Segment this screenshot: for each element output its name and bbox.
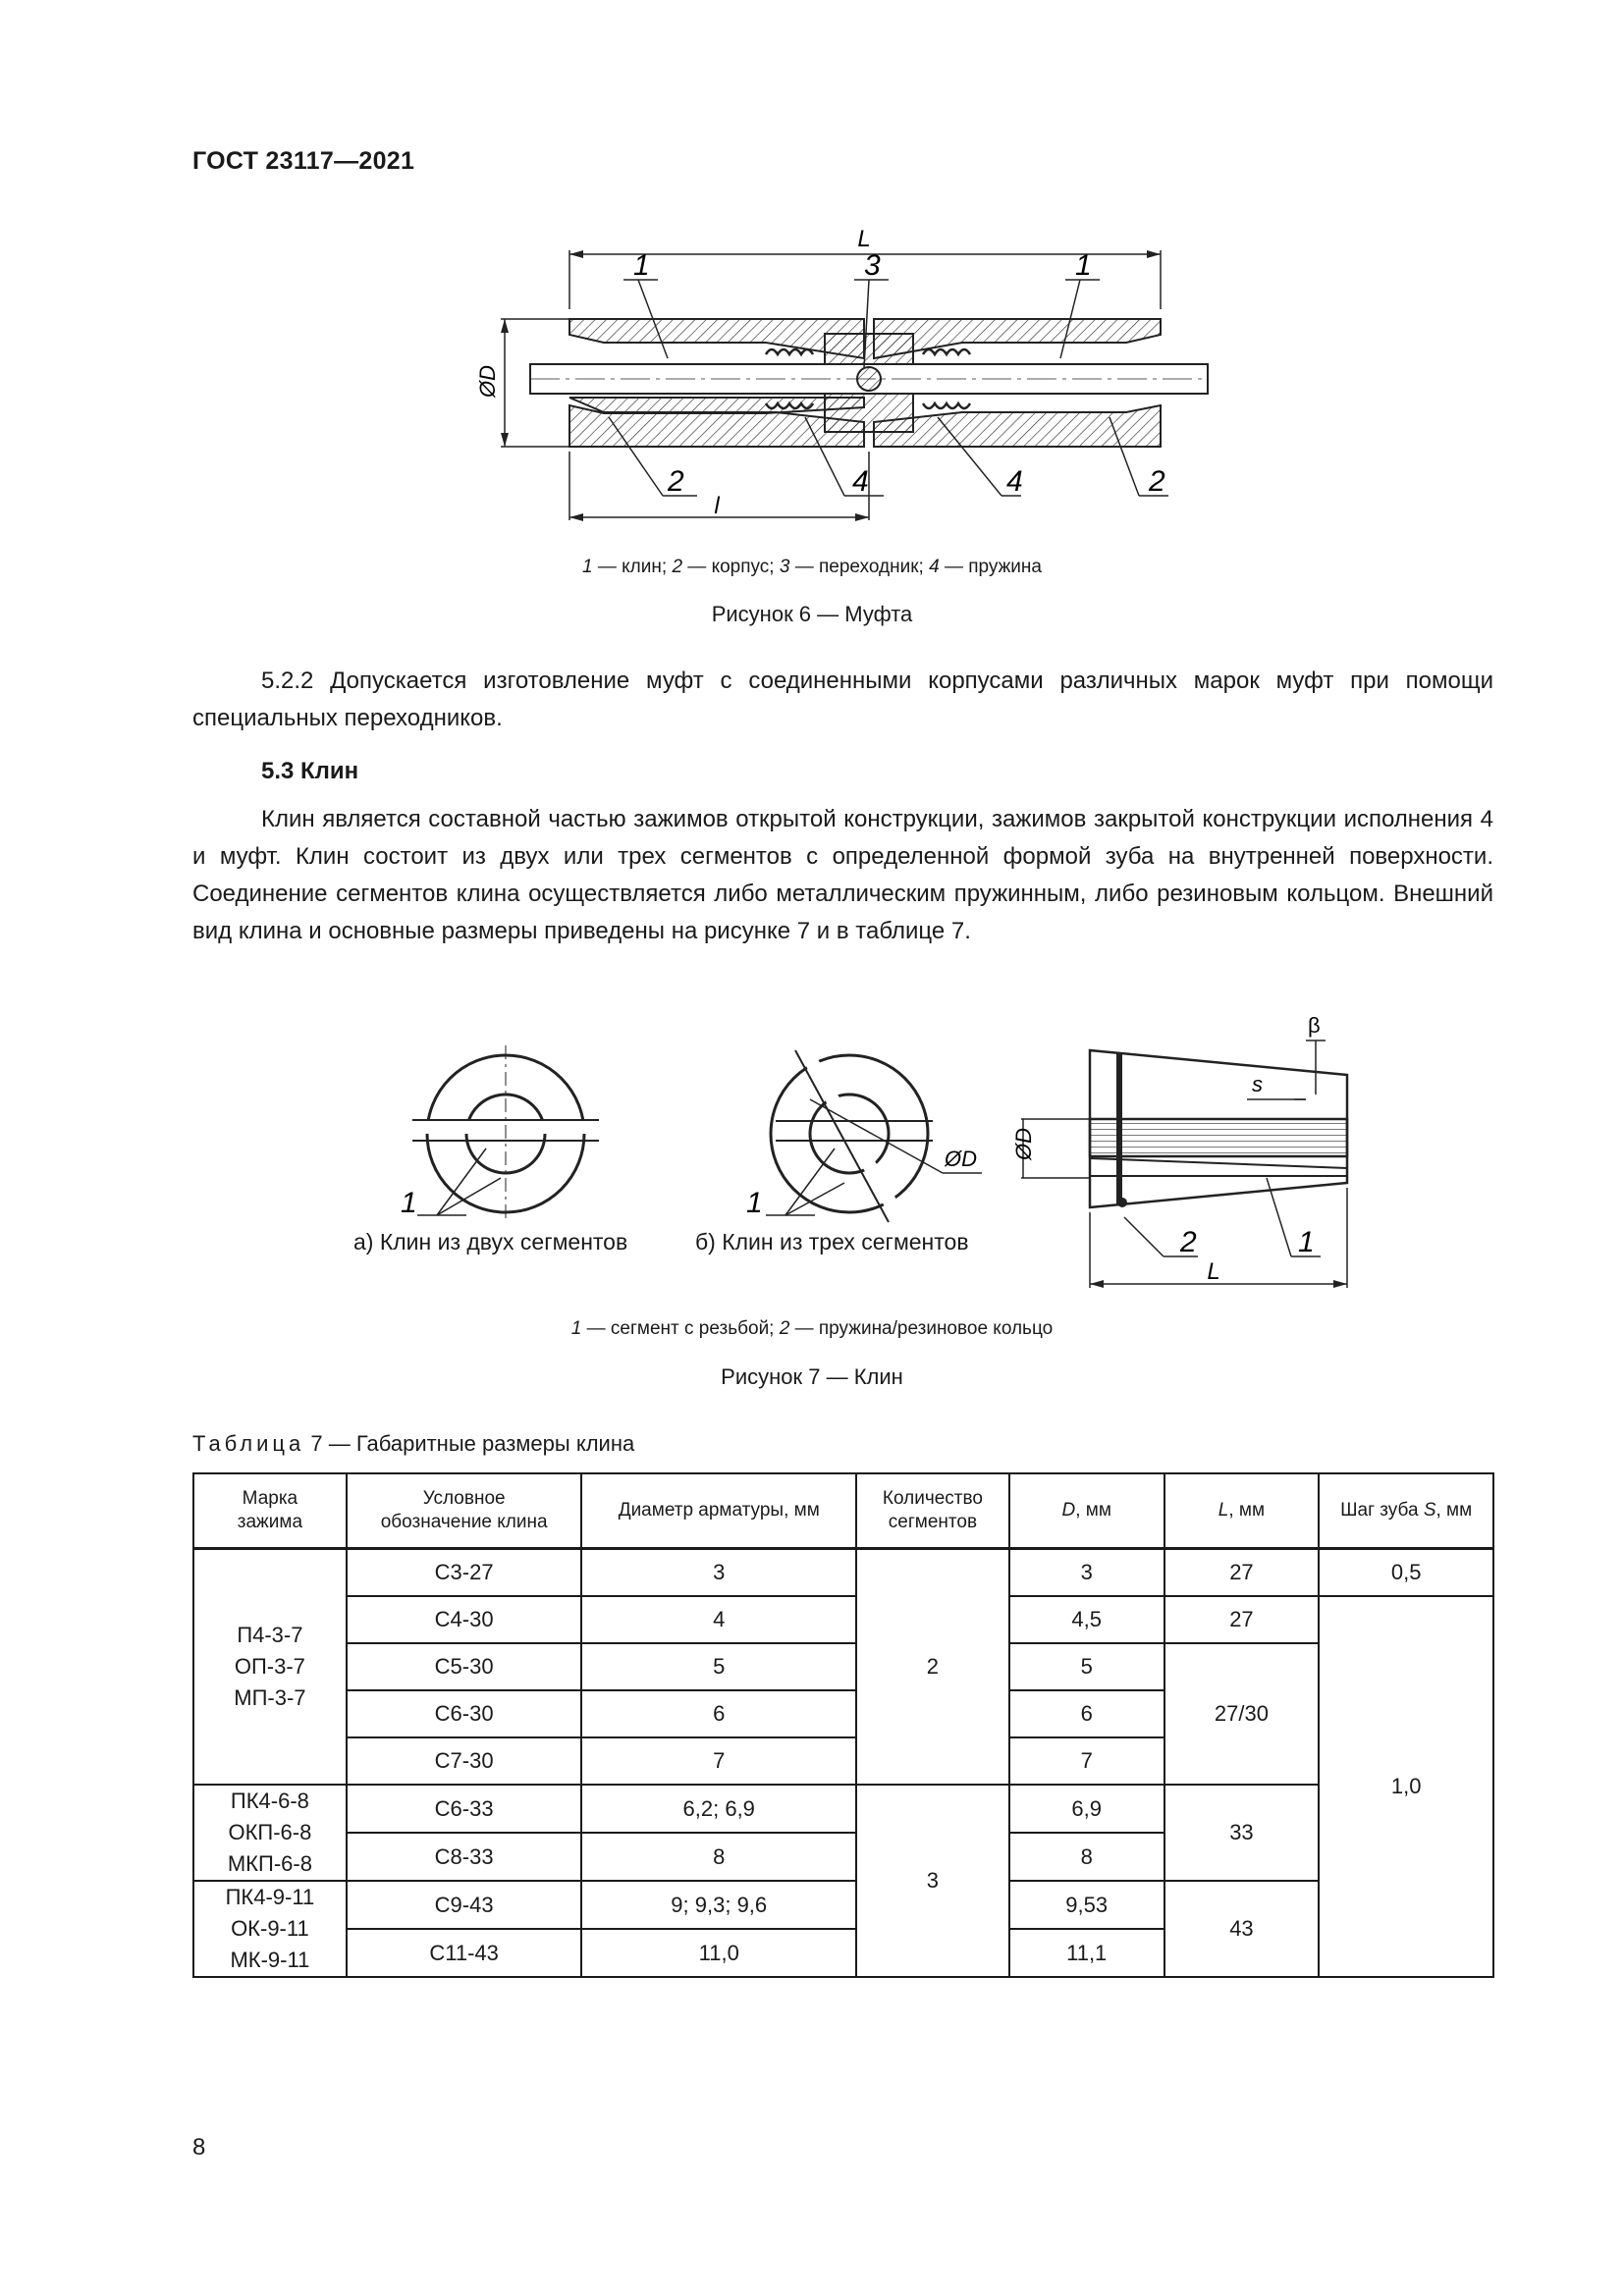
page-number: 8 [192,2134,206,2161]
legend-num: 1 [582,557,593,577]
paragraph-5-3: Клин является составной частью зажимов открытой конструкции, зажимов закрытой конструкции исполнения 4 и муфт. Клин состоит из двух или трех сегментов с определенной формой зуба на внутренней поверхности. Соединение сегментов клина осуществляется либо металлическим пружинным, либо резиновым кольцом. Внешний вид клина и основные размеры приведены на рисунке 7 и в таблице 7. [192,806,1493,944]
cell-designation: С6-33 [347,1785,582,1833]
figure-6-title: Рисунок 6 — Муфта [711,602,913,626]
cell-L: 43 [1164,1881,1320,1977]
brand-group-3: ПК4-9-11 ОК-9-11 МК-9-11 [193,1881,347,1977]
fig6-callout-bottom-2b: 2 [1149,465,1165,498]
brand-group-2: ПК4-6-8 ОКП-6-8 МКП-6-8 [193,1785,347,1881]
cell-L: 27/30 [1164,1643,1320,1785]
fig7-dim-s: s [1252,1072,1263,1096]
cell-D: 3 [1009,1549,1164,1597]
cell-step: 0,5 [1319,1549,1493,1597]
header-step: Шаг зуба S, мм [1319,1473,1493,1549]
cell-L: 27 [1164,1596,1320,1643]
table-7 [192,1472,1494,1978]
cell-diameter: 6,2; 6,9 [581,1785,856,1833]
cell-D: 4,5 [1009,1596,1164,1643]
cell-diameter: 3 [581,1549,856,1597]
fig6-dim-L: L [857,226,871,252]
cell-diameter: 9; 9,3; 9,6 [581,1881,856,1929]
fig6-callout-bottom-4: 4 [852,465,869,498]
header-segments: Количество сегментов [856,1473,1009,1549]
figure-7-title: Рисунок 7 — Клин [721,1364,903,1389]
header-diameter: Диаметр арматуры, мм [581,1473,856,1549]
cell-D: 11,1 [1009,1929,1164,1977]
figure-6-legend: 1 — клин; 2 — корпус; 3 — переходник; 4 — пружина [582,557,1042,577]
cell-L: 33 [1164,1785,1320,1881]
cell-diameter: 11,0 [581,1929,856,1977]
cell-D: 6 [1009,1690,1164,1737]
cell-diameter: 4 [581,1596,856,1643]
cell-diameter: 8 [581,1833,856,1881]
figure-7b-caption: б) Клин из трех сегментов [695,1229,969,1255]
cell-D: 9,53 [1009,1881,1164,1929]
cell-designation: С4-30 [347,1596,582,1643]
table-7-title: Таблица 7 — Габаритные размеры клина [192,1431,635,1456]
fig6-callout-bottom-2: 2 [668,465,684,498]
fig7b-label-1: 1 [746,1187,763,1219]
table-row [193,1549,1493,1597]
paragraph-5-2-2: 5.2.2 Допускается изготовление муфт с соединенными корпусами различных марок муфт при помощи специальных переходников. [192,667,1493,731]
cell-designation: С5-30 [347,1643,582,1690]
fig6-dim-l: l [714,493,720,519]
cell-designation: С3-27 [347,1549,582,1597]
section-heading-5-3: 5.3 Клин [261,758,359,784]
fig6-callout-bottom-4b: 4 [1006,465,1023,498]
fig6-callout-top-1b: 1 [1075,249,1092,282]
table-header-row [193,1473,1493,1549]
cell-diameter: 7 [581,1737,856,1785]
figure-7a-caption: а) Клин из двух сегментов [353,1229,628,1255]
fig7-side-dim-D: ØD [1011,1128,1036,1160]
fig7-side-label-2: 2 [1180,1226,1197,1258]
table-row [193,1881,1493,1929]
cell-designation: С8-33 [347,1833,582,1881]
cell-L: 27 [1164,1549,1320,1597]
fig6-dim-D: ØD [475,365,500,398]
fig7-side-label-1: 1 [1298,1226,1315,1258]
table-row [193,1785,1493,1833]
fig6-callout-top-1: 1 [633,249,650,282]
document-header: ГОСТ 23117—2021 [192,147,415,175]
cell-D: 5 [1009,1643,1164,1690]
cell-designation: С11-43 [347,1929,582,1977]
header-designation: Условное обозначение клина [347,1473,582,1549]
cell-designation: С6-30 [347,1690,582,1737]
figure-7-wedge-drawing [334,982,1365,1306]
fig7b-dim-D: ØD [945,1147,977,1171]
brand-group-1: П4-3-7 ОП-3-7 МП-3-7 [193,1549,347,1786]
fig6-callout-top-3: 3 [864,249,881,282]
table-row [193,1643,1493,1690]
figure-6-coupling-drawing [471,221,1257,535]
cell-segments: 2 [856,1549,1009,1786]
cell-D: 7 [1009,1737,1164,1785]
cell-D: 8 [1009,1833,1164,1881]
header-D: D, мм [1009,1473,1164,1549]
cell-designation: С7-30 [347,1737,582,1785]
cell-step: 1,0 [1319,1596,1493,1977]
cell-segments: 3 [856,1785,1009,1977]
cell-designation: С9-43 [347,1881,582,1929]
fig7-dim-beta: β [1308,1013,1321,1038]
header-brand: Марка зажима [193,1473,347,1549]
figure-7-legend: 1 — сегмент с резьбой; 2 — пружина/резиновое кольцо [570,1318,1054,1339]
cell-diameter: 6 [581,1690,856,1737]
fig7a-label-1: 1 [401,1187,417,1219]
cell-D: 6,9 [1009,1785,1164,1833]
header-L: L, мм [1164,1473,1320,1549]
fig7-dim-L: L [1207,1258,1220,1285]
cell-diameter: 5 [581,1643,856,1690]
table-row [193,1596,1493,1643]
